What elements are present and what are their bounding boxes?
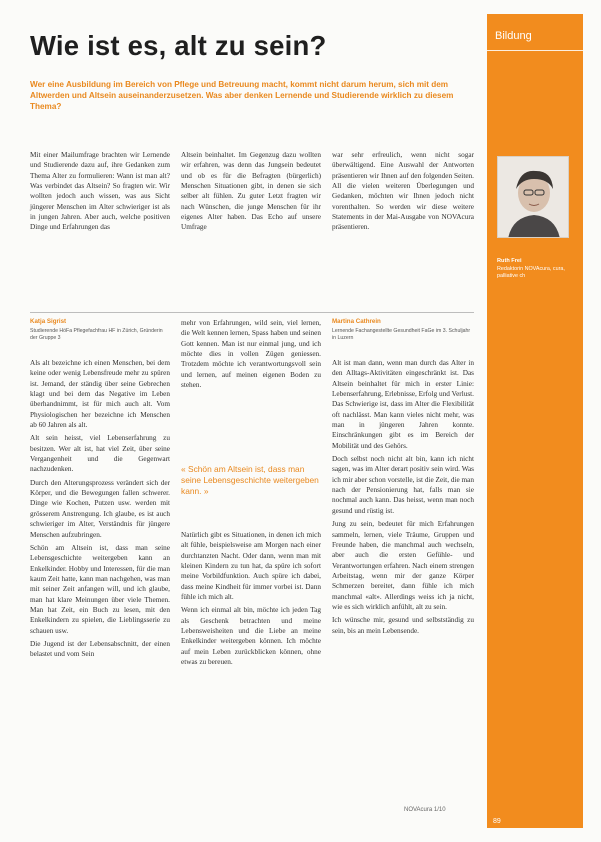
intro-column-2: [181, 150, 321, 236]
statement-paragraph: mehr von Erfahrungen, wild sein, viel lernen, die Welt kennen lernen, Spass haben und seinen Gott kennen. Man ist nur einmal jung, und ich möchte dies in vollen Zügen geniessen. Trotzdem möchte ich verantwortungsvoll sein und lernen, auf meinen eigenen Boden zu stehen.: [181, 319, 321, 390]
author-photo: [497, 156, 569, 238]
statement-paragraph: Doch selbst noch nicht alt bin, kann ich nicht sagen, was im Alter derart positiv sein wird. Was ich mir aber schon vorstelle, ist die Zeit, die man nach der Pensionierung hat, falls man sie nochmal auch kann. Das heisst, wenn man noch gesund und rüstig ist.: [332, 455, 474, 515]
person-name: Katja Sigrist: [30, 318, 67, 325]
page-number: 89: [493, 818, 501, 825]
pull-quote: « Schön am Altsein ist, dass man seine Lebensgeschichte weitergeben kann. »: [181, 464, 319, 496]
statement-martina: [332, 318, 474, 639]
statement-paragraph: Wenn ich einmal alt bin, möchte ich jeden Tag als Geschenk betrachten und meine Lebensweisheiten und die Liebe an meine Enkelkinder weitergeben können. Ich möchte auf mein Leben zurückblicken können, ohne etwas zu bereuen.: [181, 606, 321, 667]
portrait-image: [498, 157, 569, 238]
statement-paragraph: Alt sein heisst, viel Lebenserfahrung zu besitzen. Wer alt ist, hat viel Zeit, über seine Vergangenheit und die Gegenwart nachzudenken.: [30, 434, 170, 474]
statement-paragraph: Ich wünsche mir, gesund und selbstständig zu sein, bis an mein Lebensende.: [332, 616, 474, 635]
section-divider: [30, 312, 474, 313]
section-sidebar: [487, 14, 583, 828]
article-title: Wie ist es, alt zu sein?: [30, 30, 327, 61]
statement-continued-top: [181, 318, 321, 393]
statement-continued-bottom: [181, 530, 321, 670]
statement-paragraph: Die Jugend ist der Lebensabschnitt, der einen belastet und vom Sein: [30, 639, 170, 659]
magazine-footer: NOVAcura 1/10: [404, 807, 446, 813]
statement-paragraph: Natürlich gibt es Situationen, in denen ich mich alt fühle, beispielsweise am Morgen nach einer durchtanzten Nacht. Oder dann, wenn man mit kleinen Kindern zu tun hat, da spüre ich sofort meine Vorbildfunktion. Auch spüre ich dabei, dass meine Kindheit für immer vorbei ist. Dann fühle ich mich alt.: [181, 531, 321, 602]
statement-paragraph: Als alt bezeichne ich einen Menschen, bei dem keine oder wenig Lebensfreude mehr zu spüren ist. Jemand, der ständig über seine Gebrechen klagt und bei dem das Negative im Leben überhandnimmt, ist für mich auch alt. Vom Physiologischen her bezeichne ich Menschen ab 60 Jahren als alt.: [30, 359, 170, 430]
person-name: Martina Cathrein: [332, 318, 381, 325]
intro-paragraph: war sehr erfreulich, wenn nicht sogar überwältigend. Eine Auswahl der Antworten präsentieren wir Ihnen auf den folgenden Seiten. All die vielen weiteren Überlegungen und Gedanken, möchten wir Ihnen jedoch nicht vorenthalten. So werden wir diese weitere Statements in der Mai-Ausgabe von NOVAcura präsentieren.: [332, 151, 474, 232]
statement-paragraph: Schön am Altsein ist, dass man seine Lebensgeschichte weitergeben kann an Enkelkinder. Hobby und Interessen, für die man kaum Zeit hatte, kann man nachgehen, was man mit seiner Zeit anfangen will, und ich glaube, man hat klare Meinungen über viele Themen. Man hat Zeit, ein Buch zu lesen, mit den Enkelkindern zu spielen, die Lieblingsserie zu schauen usw.: [30, 543, 170, 635]
intro-column-3: [332, 150, 474, 236]
intro-column-1: [30, 150, 170, 236]
author-role: Redaktorin NOVAcura, cura, palliative ch: [497, 266, 565, 279]
section-label: Bildung: [495, 30, 532, 42]
statement-body: [332, 358, 474, 636]
statement-katja: [30, 318, 170, 663]
statement-paragraph: Durch den Alterungsprozess verändert sich der Körper, und die Bewegungen fallen schwerer. Dinge wie Kochen, Putzen usw. werden mit grösserem Anstrengung. Ich glaube, es ist auch schwieriger im Alter, Verständnis für jüngere Menschen aufzubringen.: [30, 478, 170, 539]
statement-paragraph: Alt ist man dann, wenn man durch das Alter in den Alltags-Aktivitäten eingeschränkt ist. Das Altsein beinhaltet für mich in erster Linie: Lebenserfahrung, Erlebnisse, Erfolg und Verlust. Das Schwierige ist, dass im Alter die Flexibilität oft nachlässt. Man kann vieles nicht mehr, was man in jüngeren Jahren konnte. Einschränkungen gibt es im Bereich der Mobilität und des Gehörs.: [332, 359, 474, 450]
author-name: Ruth Frei: [497, 258, 522, 264]
person-role: Studierende HöFa Pflegefachfrau HF in Zürich, Gründerin der Gruppe 3: [30, 328, 163, 341]
statement-body: [30, 358, 170, 660]
article-lead: Wer eine Ausbildung im Bereich von Pflege und Betreuung macht, kommt nicht darum herum, sich mit dem Altwerden und Altsein auseinanderzusetzen. Was aber denken Lernende und Studierende wirklich zu diesem Thema?: [30, 80, 454, 112]
intro-paragraph: Altsein beinhaltet. Im Gegenzug dazu wollten wir erfahren, was denn das Jungsein bedeutet und ob es für die Befragten (bürgerlich) Menschen Situationen gibt, in denen sie sich selber alt fühlen. Zu guter Letzt fragten wir nach Wünschen, die junge Menschen für ihr eigenes Alter haben. Das Echo auf unsere Umfrage: [181, 151, 321, 232]
intro-paragraph: Mit einer Mailumfrage brachten wir Lernende und Studierende dazu auf, ihre Gedanken zum Thema Alter zu formulieren: Wann ist man alt? Was verbindet das Altsein? So fragten wir. Wir wollten jedoch auch wissen, was aus Sicht jüngerer Menschen im Alter schwieriger ist als in jungen Jahren. Aber auch, welche positiven Dinge und Erfahrungen das: [30, 151, 170, 232]
person-role: Lernende Fachangestellte Gesundheit FaGe im 3. Schuljahr in Luzern: [332, 328, 471, 341]
statement-paragraph: Jung zu sein, bedeutet für mich Erfahrungen sammeln, lernen, viele Träume, Gruppen und Freunde haben, die manchmal auch wechseln, aber auch die ersten Gefühle- und Verantwortungen erfahren. Nach einem strengen Arbeitstag, wenn mir der ganze Körper Schmerzen bereitet, dann fühle ich mich manchmal «alt». Allerdings weiss ich ja nicht, wie es sich wirklich anfühlt, alt zu sein.: [332, 520, 474, 611]
sidebar-divider: [487, 50, 583, 51]
